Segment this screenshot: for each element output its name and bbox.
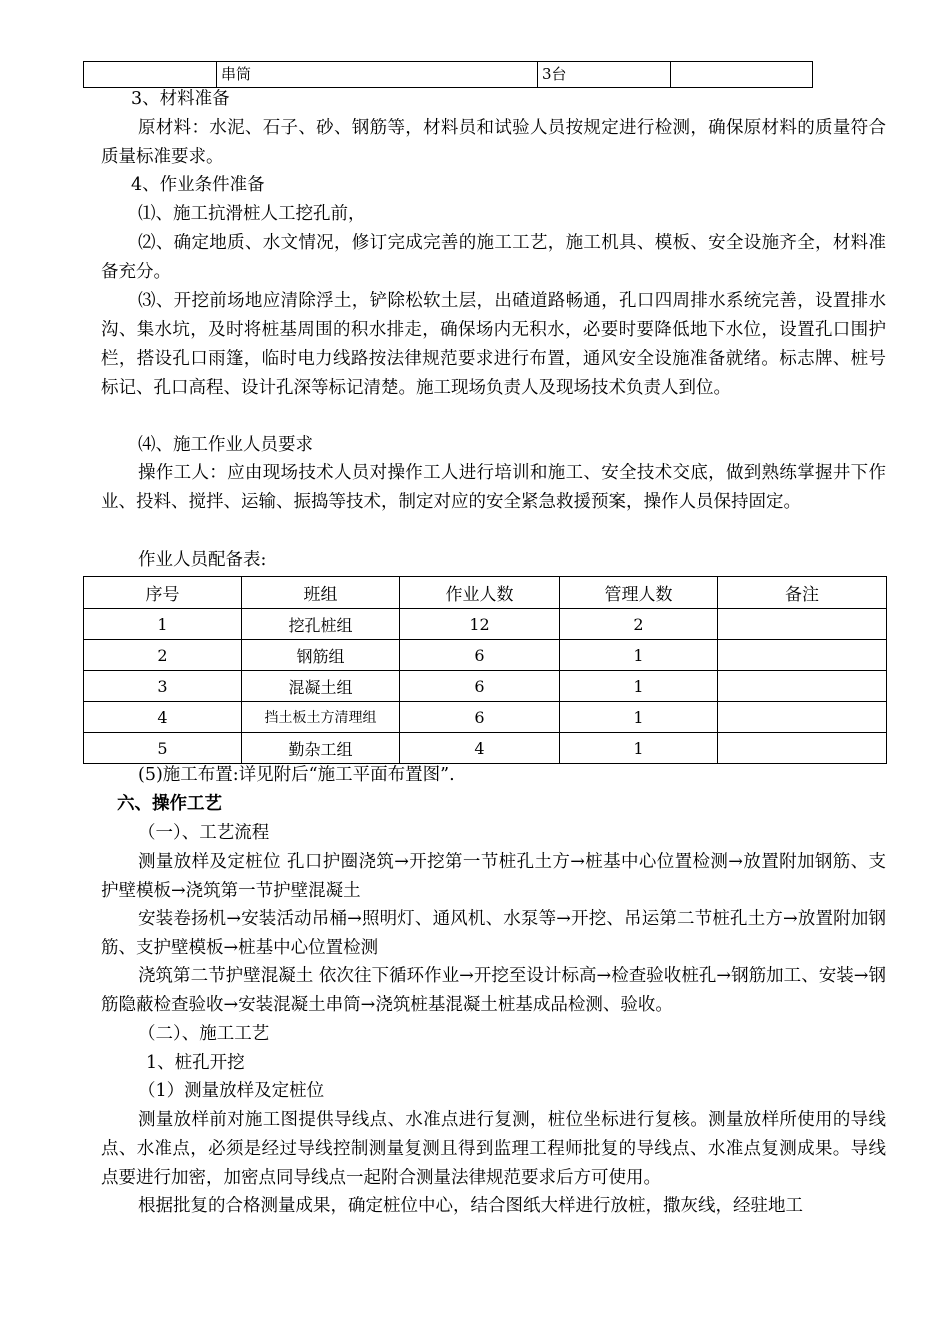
table-cell: 1 [84,609,242,640]
column-header: 作业人数 [400,577,560,609]
table-row [84,702,887,733]
column-header: 备注 [718,577,887,609]
table-cell: 6 [400,702,560,733]
table-cell: 串筒 [217,62,538,88]
table-cell [84,62,217,88]
table-cell: 1 [560,702,718,733]
section-6-heading: 六、操作工艺 [117,794,222,814]
table-cell: 钢筋组 [242,640,400,671]
table-cell: 1 [560,671,718,702]
item-1-heading: 1、桩孔开挖 [146,1053,245,1073]
staff-table-title: 作业人员配备表: [138,550,267,570]
equipment-table-fragment [83,61,813,88]
subsection-2-heading: （二）、施工工艺 [138,1024,270,1044]
table-cell [718,609,887,640]
table-cell: 挡土板土方清理组 [242,702,400,733]
section-4-item-5: (5)施工布置:详见附后“施工平面布置图”. [138,765,455,785]
table-cell: 挖孔桩组 [242,609,400,640]
table-row [84,671,887,702]
column-header: 班组 [242,577,400,609]
table-cell: 12 [400,609,560,640]
table-cell: 2 [84,640,242,671]
table-cell: 6 [400,671,560,702]
table-row [84,62,813,88]
table-cell: 2 [560,609,718,640]
section-4-item-3: ⑶、开挖前场地应清除浮土，铲除松软土层，出碴道路畅通，孔口四周排水系统完善，设置排水沟、集水坑，及时将桩基周围的积水排走，确保场内无积水，必要时要降低地下水位，设置孔口围护栏，搭设孔口雨篷，临时电力线路按法律规范要求进行布置，通风安全设施准备就绪。标志牌、桩号标记、孔口高程、设计孔深等标记清楚。施工现场负责人及现场技术负责人到位。 [101,291,886,398]
table-cell [718,733,887,764]
section-4-item-2: ⑵、确定地质、水文情况，修订完成完善的施工工艺，施工机具、模板、安全设施齐全，材料准备充分。 [101,233,886,282]
table-cell: 6 [400,640,560,671]
section-4-item-4: ⑷、施工作业人员要求 [138,435,313,455]
column-header: 序号 [84,577,242,609]
table-row [84,640,887,671]
table-cell [718,671,887,702]
staff-allocation-table [83,576,887,764]
table-cell: 勤杂工组 [242,733,400,764]
table-cell: 3台 [538,62,671,88]
table-cell [718,640,887,671]
table-cell: 4 [84,702,242,733]
section-4-heading: 4、作业条件准备 [131,175,265,195]
subsection-1-heading: （一）、工艺流程 [138,823,270,843]
process-flow-text-2: 安装卷扬机→安装活动吊桶→照明灯、通风机、水泵等→开挖、吊运第二节桩孔土方→放置附加钢筋、支护壁模板→桩基中心位置检测 [101,909,886,958]
table-cell: 5 [84,733,242,764]
table-cell: 3 [84,671,242,702]
table-row [84,733,887,764]
table-cell [671,62,813,88]
table-row [84,609,887,640]
process-flow-text-1: 测量放样及定桩位 孔口护圈浇筑→开挖第一节桩孔土方→桩基中心位置检测→放置附加钢筋、支护壁模板→浇筑第一节护壁混凝土 [101,852,886,901]
process-flow-text-3: 浇筑第二节护壁混凝土 依次往下循环作业→开挖至设计标高→检查验收桩孔→钢筋加工、安装→钢筋隐蔽检查验收→安装混凝土串筒→浇筑桩基混凝土桩基成品检测、验收。 [101,966,886,1015]
table-cell: 混凝土组 [242,671,400,702]
table-cell [718,702,887,733]
item-1-1-heading: （1）测量放样及定桩位 [138,1081,325,1101]
survey-text-1: 测量放样前对施工图提供导线点、水准点进行复测，桩位坐标进行复核。测量放样所使用的导线点、水准点，必须是经过导线控制测量复测且得到监理工程师批复的导线点、水准点复测成果。导线点要进行加密，加密点同导线点一起附合测量法律规范要求后方可使用。 [101,1110,886,1188]
section-4-item-1: ⑴、施工抗滑桩人工挖孔前， [138,204,366,224]
section-3-text: 原材料：水泥、石子、砂、钢筋等，材料员和试验人员按规定进行检测，确保原材料的质量符合质量标准要求。 [101,118,886,167]
table-header-row [84,577,887,609]
table-cell: 1 [560,733,718,764]
section-3-heading: 3、材料准备 [131,89,230,109]
table-cell: 4 [400,733,560,764]
column-header: 管理人数 [560,577,718,609]
survey-text-2: 根据批复的合格测量成果，确定桩位中心，结合图纸大样进行放桩，撒灰线，经驻地工 [138,1196,803,1216]
worker-requirements-text: 操作工人：应由现场技术人员对操作工人进行培训和施工、安全技术交底，做到熟练掌握井下作业、投料、搅拌、运输、振捣等技术，制定对应的安全紧急救援预案，操作人员保持固定。 [101,463,886,512]
table-cell: 1 [560,640,718,671]
